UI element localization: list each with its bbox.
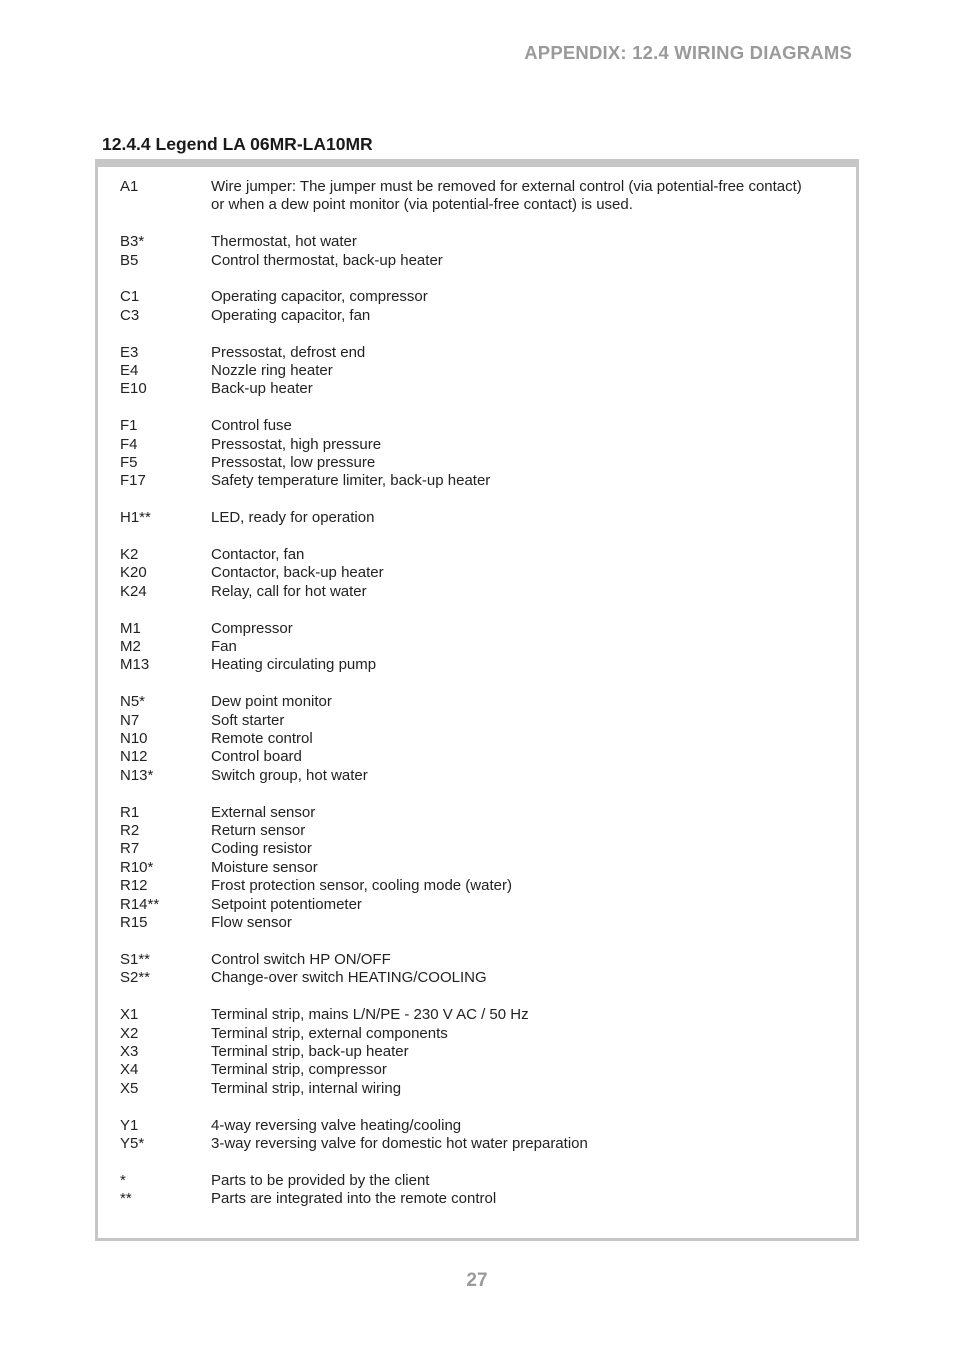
legend-list bbox=[120, 178, 852, 1227]
legend-row bbox=[120, 877, 852, 895]
legend-code: K20 bbox=[120, 564, 147, 582]
legend-code: Y5* bbox=[120, 1134, 145, 1152]
legend-code: M13 bbox=[120, 656, 150, 674]
legend-row bbox=[120, 1080, 852, 1098]
legend-description: Terminal strip, mains L/N/PE - 230 V AC / 50 Hz bbox=[211, 1006, 529, 1024]
legend-code: R15 bbox=[120, 914, 148, 932]
legend-description: Pressostat, high pressure bbox=[211, 435, 382, 453]
legend-description: Frost protection sensor, cooling mode (water) bbox=[211, 877, 512, 895]
page-number: 27 bbox=[466, 1270, 488, 1291]
legend-description: or when a dew point monitor (via potential-free contact) is used. bbox=[211, 196, 633, 214]
legend-code: R14** bbox=[120, 895, 160, 913]
legend-description: Safety temperature limiter, back-up heater bbox=[211, 472, 491, 490]
legend-row bbox=[120, 472, 852, 490]
legend-row bbox=[120, 1061, 852, 1079]
legend-group bbox=[120, 288, 852, 325]
legend-row bbox=[120, 233, 852, 251]
legend-code: E10 bbox=[120, 380, 147, 398]
legend-row bbox=[120, 951, 852, 969]
legend-code bbox=[120, 196, 211, 214]
legend-code: E4 bbox=[120, 362, 139, 380]
legend-code: X5 bbox=[120, 1079, 139, 1097]
legend-description: Contactor, fan bbox=[211, 546, 305, 564]
legend-code: * bbox=[120, 1171, 126, 1189]
legend-row bbox=[120, 620, 852, 638]
legend-code: M1 bbox=[120, 619, 141, 637]
legend-group bbox=[120, 1006, 852, 1098]
legend-row bbox=[120, 969, 852, 987]
legend-description: Soft starter bbox=[211, 711, 285, 729]
legend-row bbox=[120, 748, 852, 766]
legend-description: Relay, call for hot water bbox=[211, 582, 367, 600]
legend-row bbox=[120, 380, 852, 398]
legend-description: Remote control bbox=[211, 730, 313, 748]
legend-row bbox=[120, 1172, 852, 1190]
legend-description: Setpoint potentiometer bbox=[211, 895, 362, 913]
legend-description: Operating capacitor, fan bbox=[211, 306, 371, 324]
legend-row bbox=[120, 859, 852, 877]
legend-row bbox=[120, 307, 852, 325]
legend-group bbox=[120, 1172, 852, 1209]
legend-row bbox=[120, 693, 852, 711]
legend-row bbox=[120, 638, 852, 656]
legend-description: LED, ready for operation bbox=[211, 509, 375, 527]
running-header: APPENDIX: 12.4 WIRING DIAGRAMS bbox=[524, 42, 852, 63]
legend-group bbox=[120, 1117, 852, 1154]
legend-code: B3* bbox=[120, 233, 145, 251]
legend-code: X1 bbox=[120, 1006, 139, 1024]
legend-description: Wire jumper: The jumper must be removed for external control (via potential-free contact) bbox=[211, 178, 802, 195]
legend-row bbox=[120, 914, 852, 932]
legend-row bbox=[120, 344, 852, 362]
legend-code: R10* bbox=[120, 858, 154, 876]
legend-row bbox=[120, 178, 852, 196]
section-title: 12.4.4 Legend LA 06MR-LA10MR bbox=[102, 134, 373, 154]
legend-row bbox=[120, 417, 852, 435]
legend-group bbox=[120, 509, 852, 527]
legend-description: Terminal strip, external components bbox=[211, 1024, 448, 1042]
legend-description: Parts are integrated into the remote control bbox=[211, 1190, 497, 1208]
legend-code: F17 bbox=[120, 472, 146, 490]
legend-description: Pressostat, low pressure bbox=[211, 454, 376, 472]
legend-row bbox=[120, 840, 852, 858]
legend-code: F4 bbox=[120, 435, 138, 453]
legend-row bbox=[120, 252, 852, 270]
legend-description: Fan bbox=[211, 638, 237, 656]
legend-description: Flow sensor bbox=[211, 914, 292, 932]
legend-row bbox=[120, 712, 852, 730]
legend-row bbox=[120, 1135, 852, 1153]
legend-description: Back-up heater bbox=[211, 380, 313, 398]
legend-description: Control switch HP ON/OFF bbox=[211, 950, 391, 968]
legend-description: 3-way reversing valve for domestic hot water preparation bbox=[211, 1134, 588, 1152]
legend-code: Y1 bbox=[120, 1116, 139, 1134]
legend-description: Control thermostat, back-up heater bbox=[211, 251, 443, 269]
legend-box bbox=[95, 159, 859, 1241]
legend-row bbox=[120, 822, 852, 840]
legend-code: K2 bbox=[120, 546, 139, 564]
legend-group bbox=[120, 344, 852, 399]
legend-group bbox=[120, 417, 852, 491]
legend-row bbox=[120, 730, 852, 748]
legend-row bbox=[120, 1190, 852, 1208]
legend-row bbox=[120, 436, 852, 454]
legend-group bbox=[120, 178, 852, 215]
legend-code: R1 bbox=[120, 803, 140, 821]
legend-row bbox=[120, 1006, 852, 1024]
legend-code: F5 bbox=[120, 454, 138, 472]
legend-group bbox=[120, 804, 852, 933]
legend-code: X4 bbox=[120, 1061, 139, 1079]
legend-row bbox=[120, 362, 852, 380]
legend-description: Contactor, back-up heater bbox=[211, 564, 384, 582]
legend-group bbox=[120, 951, 852, 988]
legend-code: ** bbox=[120, 1190, 132, 1208]
legend-description: 4-way reversing valve heating/cooling bbox=[211, 1116, 462, 1134]
legend-description: Compressor bbox=[211, 619, 293, 637]
legend-row bbox=[120, 1025, 852, 1043]
legend-code: M2 bbox=[120, 638, 141, 656]
legend-group bbox=[120, 693, 852, 785]
legend-code: R7 bbox=[120, 840, 140, 858]
legend-group bbox=[120, 233, 852, 270]
legend-row bbox=[120, 454, 852, 472]
legend-description: Heating circulating pump bbox=[211, 656, 377, 674]
legend-description: Switch group, hot water bbox=[211, 766, 368, 784]
legend-code: C3 bbox=[120, 306, 140, 324]
legend-code: X3 bbox=[120, 1042, 139, 1060]
legend-code: E3 bbox=[120, 343, 139, 361]
legend-description: Control fuse bbox=[211, 417, 292, 435]
legend-description: Operating capacitor, compressor bbox=[211, 288, 428, 306]
legend-description: Return sensor bbox=[211, 822, 306, 840]
legend-description: External sensor bbox=[211, 803, 316, 821]
legend-group bbox=[120, 620, 852, 675]
legend-description: Control board bbox=[211, 748, 302, 766]
legend-row bbox=[120, 546, 852, 564]
legend-description: Pressostat, defrost end bbox=[211, 343, 366, 361]
legend-row bbox=[120, 583, 852, 601]
legend-row bbox=[120, 896, 852, 914]
legend-description: Nozzle ring heater bbox=[211, 362, 333, 380]
legend-code: S2** bbox=[120, 969, 151, 987]
legend-row bbox=[120, 1043, 852, 1061]
legend-row bbox=[120, 509, 852, 527]
legend-row bbox=[120, 196, 852, 214]
legend-row bbox=[120, 767, 852, 785]
legend-description: Dew point monitor bbox=[211, 693, 332, 711]
legend-row bbox=[120, 288, 852, 306]
legend-group bbox=[120, 546, 852, 601]
legend-description: Terminal strip, compressor bbox=[211, 1061, 387, 1079]
legend-code: H1** bbox=[120, 509, 151, 527]
legend-code: B5 bbox=[120, 251, 139, 269]
legend-description: Terminal strip, back-up heater bbox=[211, 1042, 409, 1060]
legend-description: Coding resistor bbox=[211, 840, 312, 858]
legend-row bbox=[120, 656, 852, 674]
legend-description: Terminal strip, internal wiring bbox=[211, 1079, 402, 1097]
legend-code: N7 bbox=[120, 711, 140, 729]
legend-code: C1 bbox=[120, 288, 140, 306]
legend-code: R12 bbox=[120, 877, 148, 895]
legend-code: R2 bbox=[120, 822, 140, 840]
legend-description: Thermostat, hot water bbox=[211, 233, 357, 251]
legend-row bbox=[120, 1117, 852, 1135]
legend-code: N13* bbox=[120, 766, 154, 784]
legend-description: Moisture sensor bbox=[211, 858, 318, 876]
legend-code: N12 bbox=[120, 748, 148, 766]
legend-code: N10 bbox=[120, 730, 148, 748]
legend-code: N5* bbox=[120, 693, 146, 711]
legend-code: K24 bbox=[120, 582, 147, 600]
legend-description: Parts to be provided by the client bbox=[211, 1171, 430, 1189]
legend-row bbox=[120, 804, 852, 822]
legend-code: S1** bbox=[120, 950, 151, 968]
legend-row bbox=[120, 564, 852, 582]
legend-code: A1 bbox=[120, 178, 139, 195]
legend-code: X2 bbox=[120, 1024, 139, 1042]
legend-code: F1 bbox=[120, 417, 138, 435]
legend-description: Change-over switch HEATING/COOLING bbox=[211, 969, 487, 987]
